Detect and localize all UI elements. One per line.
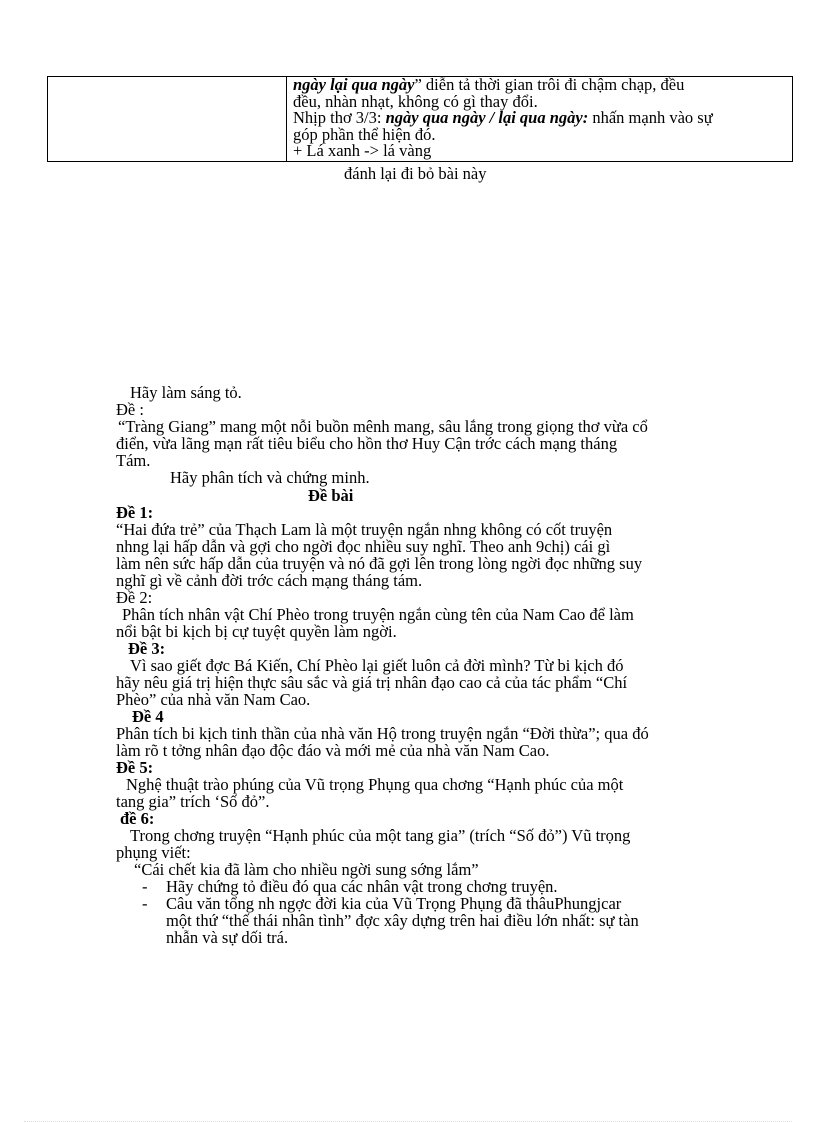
heading: Đề 3:: [128, 639, 166, 658]
text-line: “Hai đứa trẻ” của Thạch Lam là một truyện ngắn nhng không có cốt truyện: [116, 520, 613, 539]
text-line: điển, vừa lãng mạn rất tiêu biểu cho hồn thơ Huy Cận trớc cách mạng tháng: [116, 434, 618, 453]
text-line: Phèo” của nhà văn Nam Cao.: [116, 690, 311, 709]
table-line: đều, nhàn nhạt, không có gì thay đổi.: [293, 91, 538, 111]
editor-note: đánh lại đi bỏ bài này: [344, 164, 487, 183]
heading: Đề 4: [132, 707, 164, 726]
text-line: Phân tích bi kịch tinh thần của nhà văn Hộ trong truyện ngắn “Đời thừa”; qua đó: [116, 724, 649, 743]
heading: Đề 5:: [116, 758, 154, 777]
list-item: Hãy chứng tỏ điều đó qua các nhân vật trong chơng truyện.: [166, 877, 558, 896]
section-title: Đề bài: [308, 486, 354, 505]
table-line: ngày lại qua ngày” diễn tả thời gian trôi đi chậm chạp, đều: [293, 75, 685, 94]
list-item-continued: một thứ “thế thái nhân tình” đợc xây dựng trên hai điều lớn nhất: sự tàn: [166, 911, 639, 930]
text-line: Nghệ thuật trào phúng của Vũ trọng Phụng qua chơng “Hạnh phúc của một: [126, 775, 624, 794]
text-line: Hãy phân tích và chứng minh.: [170, 468, 370, 487]
list-item-continued: nhẫn và sự dối trá.: [166, 928, 289, 947]
text-line: “Tràng Giang” mang một nỗi buồn mênh mang, sâu lắng trong giọng thơ vừa cổ: [118, 417, 648, 436]
table-line: + Lá xanh -> lá vàng: [293, 141, 432, 160]
table-cell-right: [287, 77, 793, 162]
text-line: làm nên sức hấp dẫn của truyện và nó đã gợi lên trong lòng ngời đọc những suy: [116, 554, 643, 573]
text-line: nghĩ gì về cảnh đời trớc cách mạng tháng tám.: [116, 571, 423, 590]
list-item: Câu văn tổng nh ngợc đời kia của Vũ Trọng Phụng đã thâuPhungjcar: [166, 894, 622, 913]
table-line: góp phần thể hiện đó.: [293, 124, 436, 144]
heading: Đề :: [116, 400, 144, 419]
list-dash: -: [142, 894, 148, 913]
text-line: tang gia” trích ‘Số đỏ”.: [116, 792, 270, 811]
text-line: Vì sao giết đợc Bá Kiến, Chí Phèo lại giết luôn cả đời mình? Từ bi kịch đó: [130, 656, 624, 675]
heading: Đề 2:: [116, 588, 153, 607]
text-line: phụng viết:: [116, 843, 191, 862]
table-line: Nhịp thơ 3/3: ngày qua ngày / lại qua ngày: nhấn mạnh vào sự: [293, 108, 713, 127]
text-line: nổi bật bi kịch bị cự tuyệt quyền làm ngời.: [116, 622, 397, 641]
top-table: [47, 76, 793, 162]
list-dash: -: [142, 877, 148, 896]
heading: Đề 1:: [116, 503, 154, 522]
heading: đề 6:: [120, 809, 155, 828]
text-line: làm rõ t tởng nhân đạo độc đáo và mới mẻ của nhà văn Nam Cao.: [116, 741, 550, 760]
text-line: Hãy làm sáng tỏ.: [130, 383, 242, 402]
text-line: Tám.: [116, 451, 151, 470]
text-line: Trong chơng truyện “Hạnh phúc của một tang gia” (trích “Số đỏ”) Vũ trọng: [130, 826, 631, 845]
page-bottom-divider: [24, 1121, 792, 1122]
text-line: Phân tích nhân vật Chí Phèo trong truyện ngắn cùng tên của Nam Cao để làm: [122, 605, 634, 624]
text-line: hãy nêu giá trị hiện thực sâu sắc và giá trị nhân đạo cao cả của tác phẩm “Chí: [116, 673, 628, 692]
quote-line: “Cái chết kia đã làm cho nhiều ngời sung sớng lắm”: [134, 860, 479, 879]
table-cell-left: [48, 77, 287, 162]
text-line: nhng lại hấp dẫn và gợi cho ngời đọc nhiều suy nghĩ. Theo anh 9chị) cái gì: [116, 537, 611, 556]
